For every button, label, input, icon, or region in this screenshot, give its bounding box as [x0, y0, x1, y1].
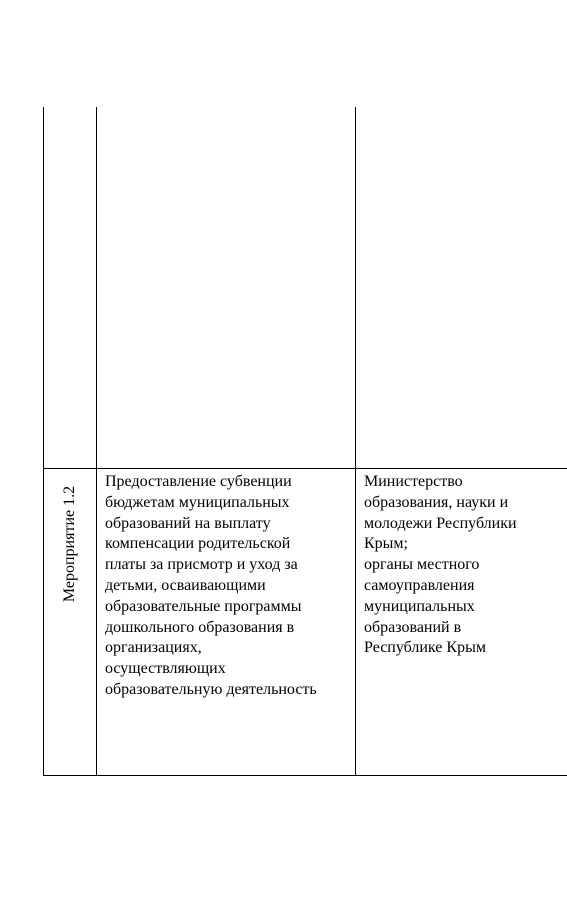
executor-line: Республике Крым: [364, 639, 486, 657]
executor-line: образований в: [364, 618, 462, 636]
table-row-divider: [43, 468, 567, 469]
executor-line: органы местного: [364, 556, 480, 574]
description-line: компенсации родительской: [105, 535, 291, 553]
description-line: бюджетам муниципальных: [105, 493, 290, 511]
executor-cell: [364, 472, 517, 659]
description-line: детьми, осваивающими: [105, 576, 266, 594]
activity-label: Мероприятие 1.2: [60, 485, 78, 603]
executor-line: молодежи Республики: [364, 514, 517, 532]
description-line: дошкольного образования в: [105, 618, 295, 636]
description-line: организациях,: [105, 639, 202, 657]
activity-label-cell: [43, 469, 96, 775]
description-line: осуществляющих: [105, 660, 226, 678]
table-bottom-border: [43, 775, 567, 776]
description-line: образований на выплату: [105, 514, 271, 532]
description-cell: [105, 472, 317, 701]
executor-line: образования, науки и: [364, 493, 509, 511]
executor-line: Крым;: [364, 535, 408, 553]
table-column-divider-2: [355, 107, 356, 776]
description-line: образовательную деятельность: [105, 680, 317, 698]
executor-line: самоуправления: [364, 576, 475, 594]
executor-line: Министерство: [364, 473, 463, 490]
description-line: платы за присмотр и уход за: [105, 556, 298, 574]
description-line: Предоставление субвенции: [105, 473, 292, 490]
table-column-divider-1: [96, 107, 97, 776]
executor-line: муниципальных: [364, 597, 475, 615]
description-line: образовательные программы: [105, 597, 302, 615]
